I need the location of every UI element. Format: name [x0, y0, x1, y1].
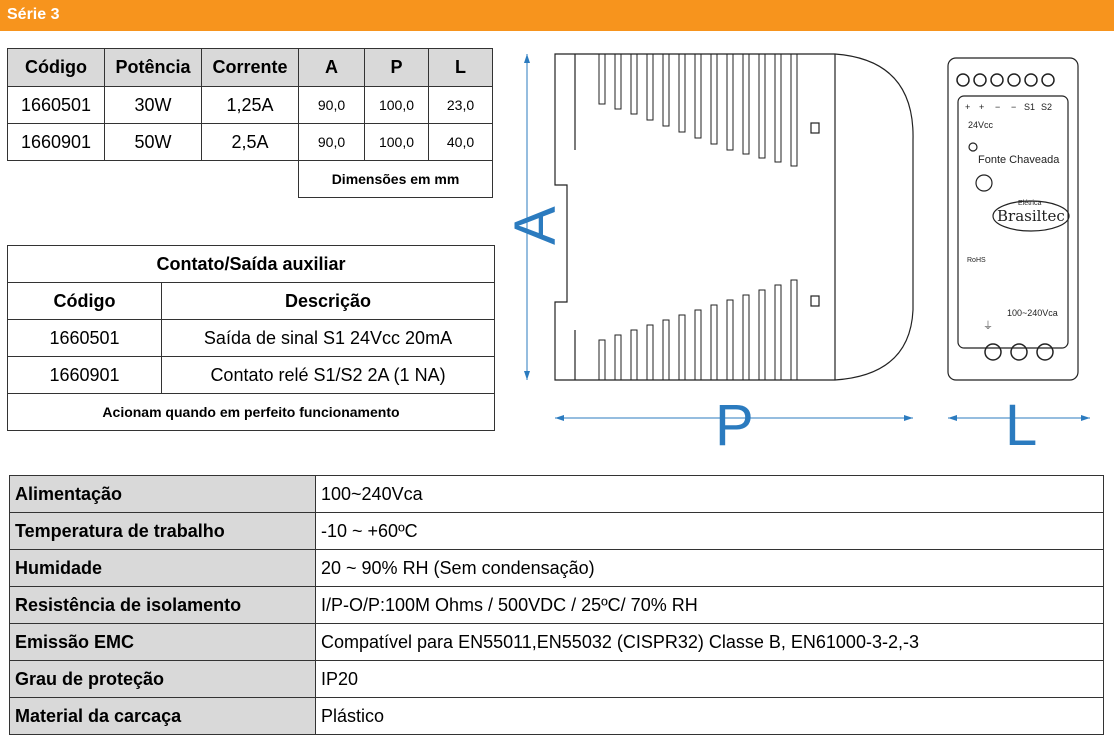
series-title: Série 3	[7, 6, 60, 23]
brand-logo: Brasiltec	[997, 207, 1065, 225]
spec-label: Material da carcaça	[10, 698, 316, 735]
table-cell: 1660501	[8, 320, 162, 357]
aux-note: Acionam quando em perfeito funcionamento	[8, 394, 495, 431]
column-header: Código	[8, 283, 162, 320]
front-labels	[965, 102, 1065, 332]
table-row	[10, 698, 1104, 735]
table-row	[10, 550, 1104, 587]
table-row	[8, 87, 493, 124]
table-cell: 100,0	[365, 87, 429, 124]
spec-value: Plástico	[316, 698, 1104, 735]
side-view	[555, 54, 913, 380]
spec-value: -10 ~ +60ºC	[316, 513, 1104, 550]
empty-cell	[8, 161, 299, 198]
table-row	[10, 476, 1104, 513]
spec-value: I/P-O/P:100M Ohms / 500VDC / 25ºC/ 70% RH	[316, 587, 1104, 624]
spec-label: Grau de proteção	[10, 661, 316, 698]
table-row	[10, 661, 1104, 698]
table-cell: 30W	[105, 87, 202, 124]
column-header: L	[429, 49, 493, 87]
table-cell: 2,5A	[202, 124, 299, 161]
table-cell: 1,25A	[202, 87, 299, 124]
spec-label: Alimentação	[10, 476, 316, 513]
dim-a-label: A	[503, 206, 568, 245]
rohs-mark: RoHS	[967, 257, 986, 264]
unit-note: Dimensões em mm	[299, 161, 493, 198]
product-name: Fonte Chaveada	[978, 154, 1060, 166]
spec-value: Compatível para EN55011,EN55032 (CISPR32) Classe B, EN61000-3-2,-3	[316, 624, 1104, 661]
dim-l-label: L	[1005, 393, 1038, 458]
dim-p-label: P	[715, 393, 754, 458]
table-cell: 50W	[105, 124, 202, 161]
series-banner	[0, 0, 1114, 31]
spec-label: Temperatura de trabalho	[10, 513, 316, 550]
spec-value: IP20	[316, 661, 1104, 698]
table-cell: 1660901	[8, 357, 162, 394]
column-header: A	[299, 49, 365, 87]
terminal-label: −	[1011, 102, 1017, 112]
column-header: P	[365, 49, 429, 87]
spec-value: 100~240Vca	[316, 476, 1104, 513]
column-header: Potência	[105, 49, 202, 87]
table-header-row	[8, 283, 495, 320]
table-cell: Saída de sinal S1 24Vcc 20mA	[162, 320, 495, 357]
table-row	[8, 124, 493, 161]
spec-label: Emissão EMC	[10, 624, 316, 661]
terminal-label: −	[995, 102, 1001, 112]
table-cell: 1660501	[8, 87, 105, 124]
spec-value: 20 ~ 90% RH (Sem condensação)	[316, 550, 1104, 587]
table-row	[10, 513, 1104, 550]
table-row	[8, 357, 495, 394]
aux-table-title: Contato/Saída auxiliar	[8, 246, 495, 283]
input-voltage-label: 100~240Vca	[1007, 308, 1058, 318]
spec-label: Humidade	[10, 550, 316, 587]
dimension-lines	[524, 54, 1090, 421]
table-row	[8, 320, 495, 357]
table-cell: 100,0	[365, 124, 429, 161]
table-cell: 1660901	[8, 124, 105, 161]
specifications-table	[9, 475, 1104, 735]
terminal-label: S1	[1024, 102, 1036, 112]
table-cell: 90,0	[299, 87, 365, 124]
column-header: Descrição	[162, 283, 495, 320]
column-header: Código	[8, 49, 105, 87]
aux-table	[7, 245, 495, 431]
spec-label: Resistência de isolamento	[10, 587, 316, 624]
ground-icon: ⏚	[983, 321, 993, 332]
aux-note-row	[8, 394, 495, 431]
table-row	[10, 624, 1104, 661]
terminal-label: +	[979, 102, 985, 112]
terminal-label: S2	[1041, 102, 1053, 112]
table-cell: Contato relé S1/S2 2A (1 NA)	[162, 357, 495, 394]
models-table	[7, 48, 493, 198]
dimension-drawing	[503, 40, 1105, 458]
aux-title-row	[8, 246, 495, 283]
table-cell: 90,0	[299, 124, 365, 161]
brand-small: Elétrica	[1018, 200, 1042, 207]
unit-note-row	[8, 161, 493, 198]
table-cell: 40,0	[429, 124, 493, 161]
table-header-row	[8, 49, 493, 87]
terminal-label: +	[965, 102, 971, 112]
table-cell: 23,0	[429, 87, 493, 124]
output-voltage-label: 24Vcc	[968, 120, 994, 130]
column-header: Corrente	[202, 49, 299, 87]
table-row	[10, 587, 1104, 624]
